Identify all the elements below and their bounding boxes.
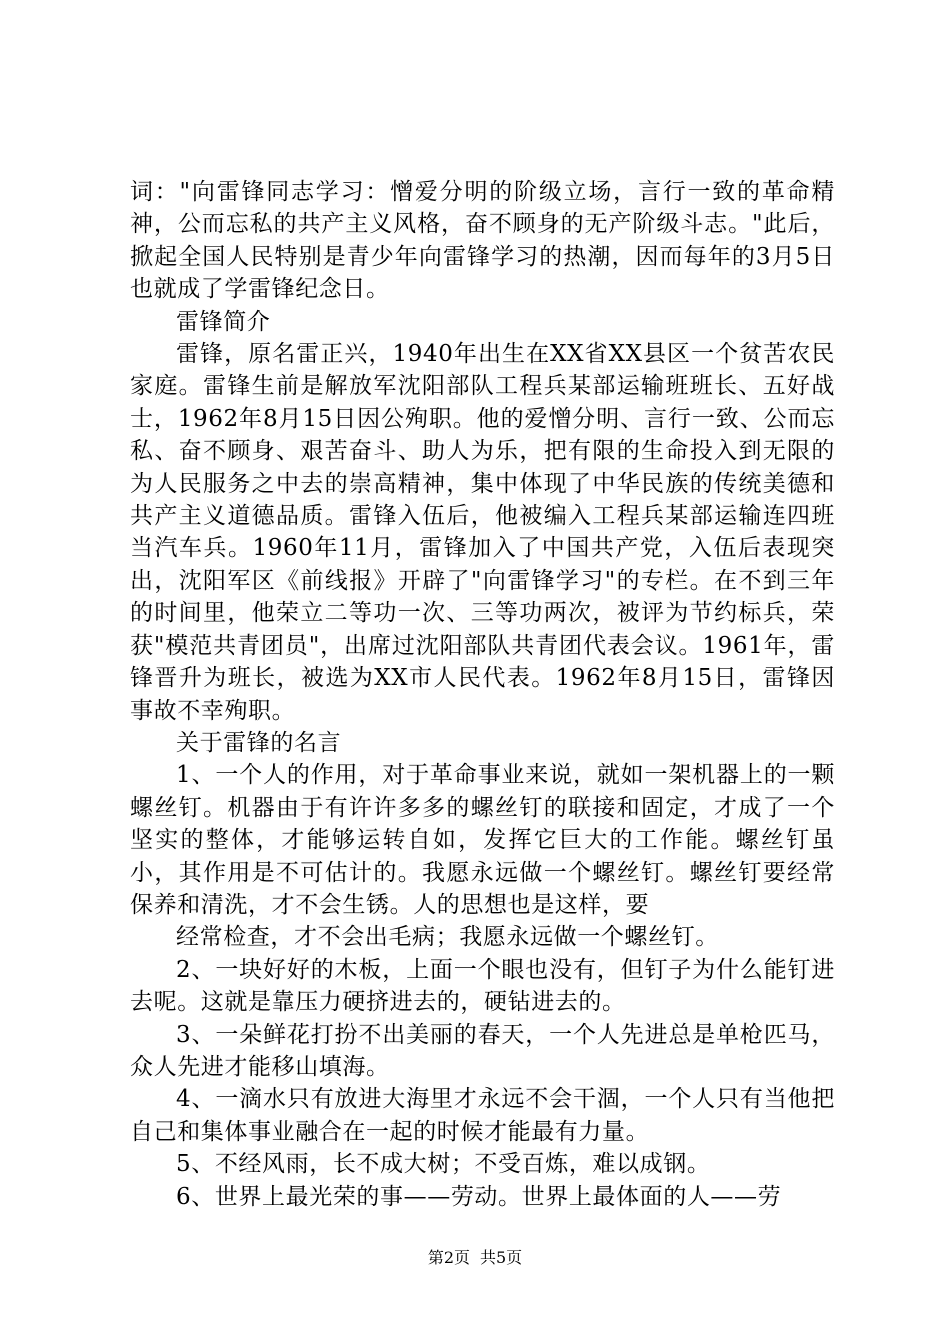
quote-1-continued: 经常检查，才不会出毛病；我愿永远做一个螺丝钉。: [176, 924, 719, 951]
quote-2: 2、一块好好的木板，上面一个眼也没有，但钉子为什么能钉进去呢。这就是靠压力硬挤进去的，硬钻进去的。: [130, 956, 835, 1016]
page-total: 共5页: [480, 1248, 523, 1267]
quote-1: 1、一个人的作用，对于革命事业来说，就如一架机器上的一颗螺丝钉。机器由于有许许多多的螺丝钉的联接和固定，才成了一个坚实的整体，才能够运转自如，发挥它巨大的工作能。螺丝钉虽小，其作用是不可估计的。我愿永远做一个螺丝钉。螺丝钉要经常保养和清洗，才不会生锈。人的思想也是这样，要: [130, 762, 835, 918]
quote-5: 5、不经风雨，长不成大树；不受百炼，难以成钢。: [176, 1151, 711, 1178]
section-heading-quotes: 关于雷锋的名言: [176, 729, 342, 756]
page-number: 第2页: [427, 1248, 470, 1267]
quote-3: 3、一朵鲜花打扮不出美丽的春天，一个人先进总是单枪匹马，众人先进才能移山填海。: [130, 1021, 835, 1080]
paragraph-1: 词："向雷锋同志学习：憎爱分明的阶级立场，言行一致的革命精神，公而忘私的共产主义风格，奋不顾身的无产阶级斗志。"此后，掀起全国人民特别是青少年向雷锋学习的热潮，因而每年的3月5日也就成了学雷锋纪念日。: [130, 179, 835, 303]
section-heading-lei-feng-intro: 雷锋简介: [176, 308, 271, 335]
quote-4: 4、一滴水只有放进大海里才永远不会干涸，一个人只有当他把自己和集体事业融合在一起的时候才能最有力量。: [130, 1086, 835, 1145]
document-body: [130, 176, 835, 1213]
paragraph-biography: 雷锋，原名雷正兴，1940年出生在XX省XX县区一个贫苦农民家庭。雷锋生前是解放军沈阳部队工程兵某部运输班班长、五好战士，1962年8月15日因公殉职。他的爱憎分明、言行一致、公而忘私、奋不顾身、艰苦奋斗、助人为乐，把有限的生命投入到无限的为人民服务之中去的崇高精神，集中体现了中华民族的传统美德和共产主义道德品质。雷锋入伍后，他被编入工程兵某部运输连四班当汽车兵。1960年11月，雷锋加入了中国共产党，入伍后表现突出，沈阳军区《前线报》开辟了"向雷锋学习"的专栏。在不到三年的时间里，他荣立二等功一次、三等功两次，被评为节约标兵，荣获"模范共青团员"，出席过沈阳部队共青团代表会议。1961年，雷锋晋升为班长，被选为XX市人民代表。1962年8月15日，雷锋因事故不幸殉职。: [130, 341, 835, 724]
page-footer: [0, 1248, 950, 1268]
quote-6: 6、世界上最光荣的事——劳动。世界上最体面的人——劳: [176, 1183, 782, 1210]
